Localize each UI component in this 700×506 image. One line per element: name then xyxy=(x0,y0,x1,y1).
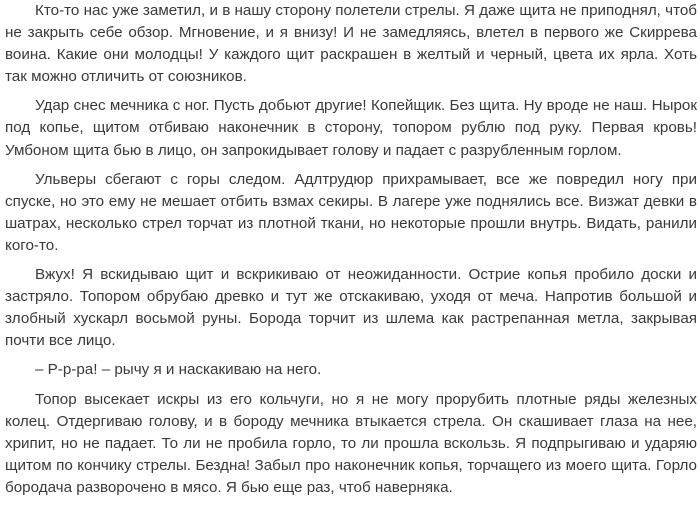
paragraph-5-dialogue: – Р-р-ра! – рычу я и наскакиваю на него. xyxy=(35,361,322,379)
paragraph-6: Топор высекает искры из его кольчуги, но я не могу прорубить плотные ряды железных колец. Отдергиваю голову, и в бороду мечника втыкается стрела. Он скашивает глаза на нее, хрипит, но не падает. То ли не пробила горло, то ли прошла вскользь. Я подпрыгиваю и ударяю щитом по кончику стрелы. Бездна! Забыл про наконечник копья, торчащего из моего щита. Горло бородача разворочено в мясо. Я бью еще раз, чтоб наверняка. xyxy=(5,390,697,496)
paragraph-2: Удар снес мечника с ног. Пусть добьют другие! Копейщик. Без щита. Ну вроде не наш. Нырок под копье, щитом отбиваю наконечник в сторону, топором рублю под руку. Первая кровь! Умбоном щита бью в лицо, он запрокидывает голову и падает с разрубленным горлом. xyxy=(5,97,697,159)
paragraph-4: Вжух! Я вскидываю щит и вскрикиваю от неожиданности. Острие копья пробило доски и застряло. Топором обрубаю древко и тут же отскакиваю, уходя от меча. Напротив большой и злобный хускарл восьмой руны. Борода торчит из шлема как растрепанная метла, закрывая почти все лицо. xyxy=(5,266,697,350)
paragraph-1: Кто-то нас уже заметил, и в нашу сторону полетели стрелы. Я даже щита не приподнял, чтоб не закрыть себе обзор. Мгновение, и я внизу! И не замедляясь, влетел в первого же Скиррева воина. Какие они молодцы! У каждого щит раскрашен в желтый и черный, цвета их ярла. Хоть так можно отличить от союзников. xyxy=(5,2,697,86)
paragraph-3: Ульверы сбегают с горы следом. Адлтрудюр прихрамывает, все же повредил ногу при спуске, но это ему не мешает отбить взмах секиры. В лагере уже поднялись все. Визжат девки в шатрах, несколько стрел торчат из плотной ткани, но некоторые прошли внутрь. Видать, ранили кого-то. xyxy=(5,170,697,254)
text-page xyxy=(5,0,697,506)
